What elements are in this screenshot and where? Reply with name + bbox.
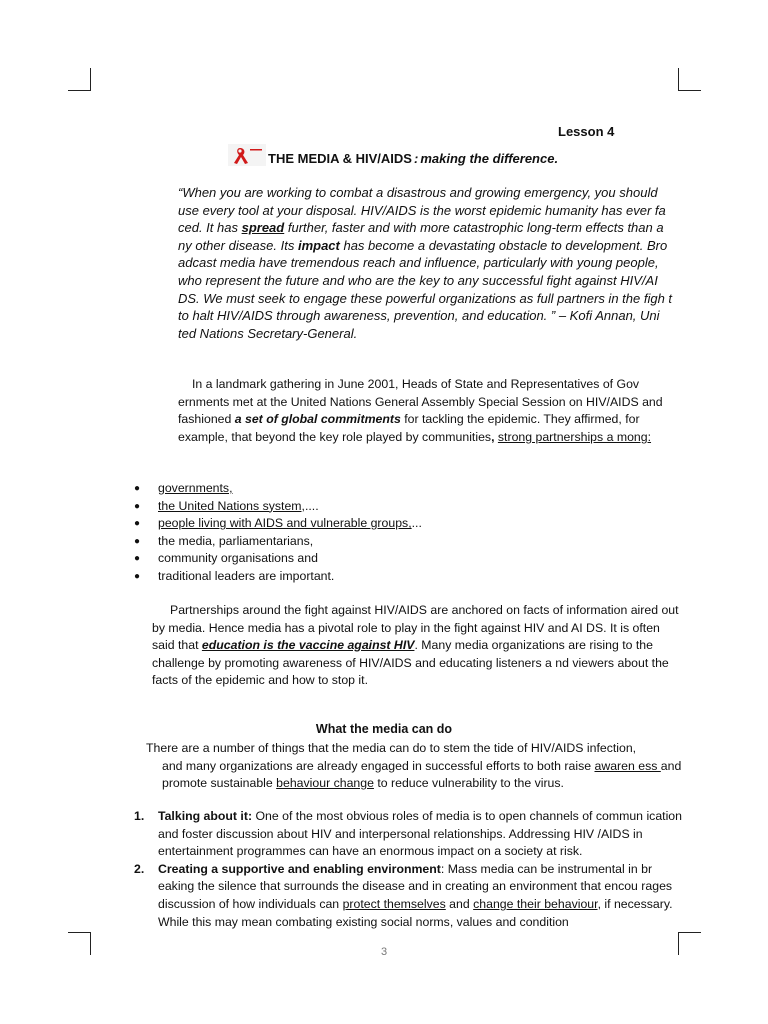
quote-text-3: has become a devastating obstacle to development. Bro adcast media have tremendous reach and influence, particularly with young people, who represent the future and who are the key to any successful fight against HIV/AI DS. We must seek to engage these powerful organizations as full partners in the figh t to halt HIV/AIDS through awareness, prevention, and education. ” – Kofi Annan, Uni ted Nations Secretary-General.: [178, 237, 673, 341]
item-change: change their behaviour: [473, 896, 598, 911]
para2-vaccine: education is the vaccine against HIV: [201, 638, 415, 653]
quote-impact: impact: [297, 237, 340, 253]
bullet-tail: ...: [411, 516, 422, 531]
page-title: [228, 144, 558, 166]
para3-text-2: and many organizations are already engaged in successful efforts to both raise: [162, 758, 595, 773]
item-text: One of the most obvious roles of media is to open channels of commun ication and foster discussion about HIV and interpersonal relationships. Addressing HIV /AIDS in entertainment programmes can have an enormous impact on a society at risk.: [158, 809, 682, 859]
para1-text-1: In a landmark gathering in June 2001, Heads of State and Representatives of Gov ernments met at the United Nations General Assembly Special Session on HIV/AIDS and fashioned: [178, 377, 663, 427]
item-and: and: [445, 896, 474, 911]
para3-line-1: There are a number of things that the media can do to stem the tide of HIV/AIDS infection,: [146, 741, 637, 755]
crop-mark-top-left: [68, 68, 91, 91]
item-text-end: , if necessary. While this may mean combating existing social norms, values and condition: [158, 896, 673, 929]
list-number: 1.: [134, 809, 145, 823]
crop-mark-top-right: [678, 68, 701, 91]
bullet-text: governments,: [158, 481, 233, 495]
kofi-annan-quote: [178, 184, 680, 342]
list-item: [134, 550, 422, 568]
para3-text-4: to reduce vulnerability to the virus.: [373, 776, 564, 791]
title-colon: :: [413, 151, 419, 166]
para1-comma: ,: [491, 429, 495, 444]
para3-behaviour: behaviour change: [276, 776, 374, 791]
paragraph-landmark-gathering: [178, 376, 680, 446]
page-number: 3: [380, 946, 388, 958]
bullet-text: people living with AIDS and vulnerable groups,: [158, 516, 412, 531]
item-heading: Talking about it:: [158, 809, 253, 823]
para1-partnerships: strong partnerships a mong:: [497, 429, 652, 444]
para2-text-1: Partnerships around the fight against HIV/AIDS are anchored on facts of information aired out by media. Hence media has a pivotal role to play in the fight against HIV and AI DS. It is often said that: [152, 603, 679, 653]
list-item: [134, 480, 422, 498]
bullet-text: community organisations and: [158, 551, 318, 566]
partners-bullet-list: [134, 480, 422, 586]
bullet-text: traditional leaders are important.: [158, 568, 335, 583]
item-text: : Mass media can be instrumental in br eaking the silence that surrounds the disease and in creating an environment that encou rages discussion of how individuals can: [158, 861, 673, 911]
list-item: [134, 533, 422, 551]
title-main: THE MEDIA & HIV/AIDS: [268, 151, 412, 166]
red-ribbon-logo-icon: [228, 144, 266, 166]
para1-text-2: for tackling the epidemic. They affirmed, for example, that beyond the key role played by communities: [178, 412, 640, 444]
bullet-tail: ....: [304, 498, 319, 513]
list-item: [134, 498, 422, 516]
para3-rest: [146, 758, 682, 793]
para1-commitments: a set of global commitments: [234, 412, 401, 427]
section-heading: What the media can do: [315, 722, 453, 736]
lesson-label: Lesson 4: [558, 124, 615, 139]
bullet-text: the United Nations system,: [158, 498, 305, 513]
title-subtitle: making the difference.: [420, 151, 559, 166]
paragraph-partnerships: [152, 602, 680, 690]
list-item: [134, 515, 422, 533]
list-number: 2.: [134, 861, 145, 876]
media-roles-numbered-list: [134, 808, 682, 931]
quote-spread: spread: [241, 220, 285, 236]
quote-text-2: further, faster and with more catastrophic long-term effects than a ny other disease. Its: [178, 220, 664, 253]
item-heading: Creating a supportive and enabling environment: [158, 861, 441, 876]
paragraph-what-media-can-do: [146, 740, 682, 793]
list-item: [134, 861, 682, 931]
para3-awareness: awaren ess: [594, 758, 661, 773]
list-item: [134, 568, 422, 586]
para3-text-3: and promote sustainable: [162, 758, 682, 791]
quote-text-1: “When you are working to combat a disastrous and growing emergency, you should use every tool at your disposal. HIV/AIDS is the worst epidemic humanity has ever fa ced. It has: [178, 185, 666, 236]
para2-text-2: . Many media organizations are rising to the challenge by promoting awareness of HIV/AIDS and educating listeners a nd viewers about the facts of the epidemic and how to stop it.: [152, 638, 669, 688]
bullet-text: the media, parliamentarians,: [158, 533, 314, 548]
item-protect: protect themselves: [342, 896, 446, 911]
list-item: [134, 808, 682, 861]
